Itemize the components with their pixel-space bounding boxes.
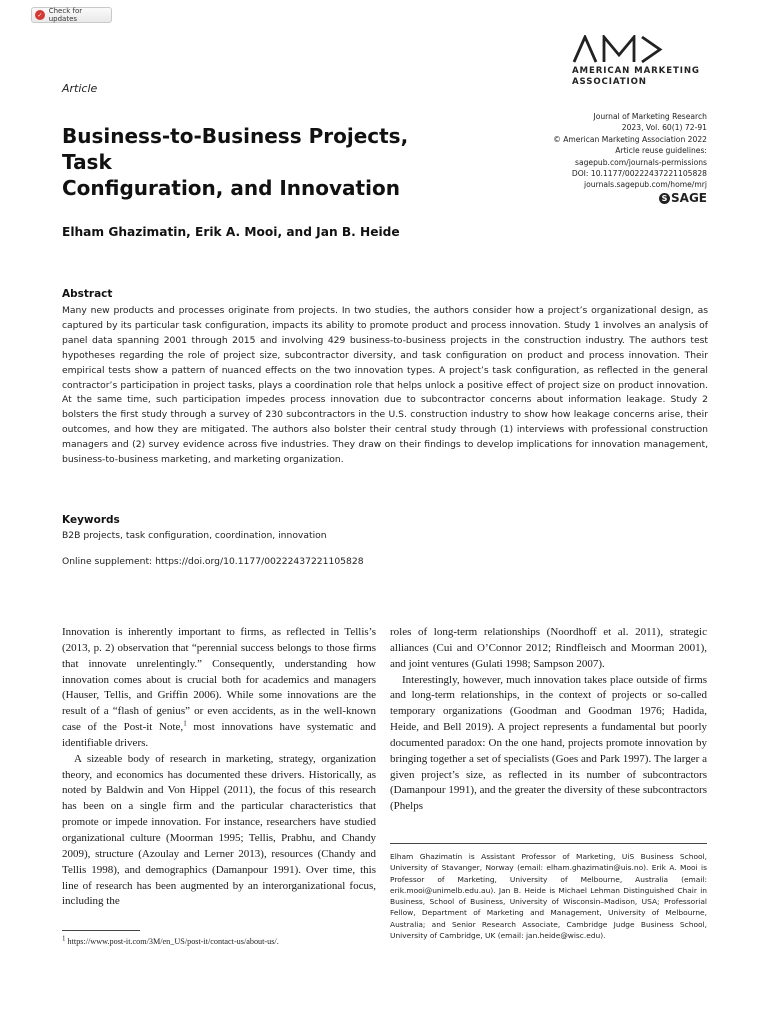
body-paragraph: roles of long-term relationships (Noordhoff et al. 2011), strategic alliances (Cui and O’Connor 2012; Rindfleisch and Moorman 2001), and joint ventures (Gulati 1998; Sampson 2007).	[390, 626, 707, 670]
body-paragraph: A sizeable body of research in marketing, strategy, organization theory, and economics has documented these drivers. Historically, as noted by Baldwin and Von Hippel (2011), the focus of this research has been on a single firm and the particular characteristics that promote or impede innovation. For instance, researchers have studied organizational culture (Moorman 1995; Tellis, Prabhu, and Chandy 2009), structure (Azoulay and Lerner 2013), resources (Chandy and Tellis 1998), and demographics (Damanpour 1991). Over time, this line of research has been augmented by an interorganizational focus, including the	[62, 752, 376, 908]
footnote-url[interactable]: https://www.post-it.com/3M/en_US/post-it/contact-us/about-us/.	[65, 937, 279, 946]
abstract-heading: Abstract	[62, 288, 113, 300]
check-for-updates-button[interactable]	[31, 7, 112, 23]
journal-meta	[553, 111, 707, 204]
title-line-1: Business-to-Business Projects, Task	[62, 124, 409, 174]
page-title	[62, 123, 462, 201]
footnote-marker[interactable]: 1	[183, 719, 187, 728]
footnote	[62, 934, 279, 946]
authors: Elham Ghazimatin, Erik A. Mooi, and Jan B. Heide	[62, 225, 400, 239]
sage-label: SAGE	[671, 190, 707, 205]
permissions-link[interactable]: sagepub.com/journals-permissions	[574, 157, 707, 167]
ama-name-line1: AMERICAN MARKETING	[572, 66, 700, 76]
journal-name: Journal of Marketing Research	[593, 112, 707, 121]
keywords-heading: Keywords	[62, 514, 120, 526]
journal-url[interactable]: journals.sagepub.com/home/mrj	[584, 180, 707, 190]
keywords-text: B2B projects, task configuration, coordination, innovation	[62, 530, 327, 541]
affiliation-divider	[390, 843, 707, 844]
sage-logo	[553, 190, 707, 205]
author-affiliations: Elham Ghazimatin is Assistant Professor of Marketing, UiS Business School, University of Stavanger, Norway (email: elham.ghazimatin@uis.no). Erik A. Mooi is Professor of Marketing, University of Melbourne, Australia (email: erik.mooi@unimelb.edu.au). Jan B. Heide is Michael Lehman Distinguished Chair in Business, School of Business, University of Wisconsin–Madison, USA; Professorial Fellow, Department of Marketing and Management, University of Melbourne, Australia; and Senior Research Associate, Cambridge Judge Business School, University of Cambridge, UK (email: jan.heide@wisc.edu).	[390, 852, 707, 941]
reuse-guidelines: Article reuse guidelines:	[615, 146, 707, 156]
ama-name-line2: ASSOCIATION	[572, 77, 647, 87]
sage-s-icon: S	[659, 193, 670, 204]
footnote-number: 1	[62, 934, 66, 943]
abstract-text: Many new products and processes originate from projects. In two studies, the authors consider how a project’s organizational design, as captured by its particular task configuration, impacts its ability to promote product and process innovation. Study 1 involves an analysis of panel data spanning 2001 through 2015 and involving 429 business-to-business projects in the construction industry. The authors test hypotheses regarding the role of project size, subcontractor diversity, and task configuration on product and process innovation. Their empirical tests show a pattern of nuanced effects on the two innovation types. A project’s task configuration, as reflected in the general contractor’s participation in project tasks, plays a coordination role that helps unlock a positive effect of project size on product innovation. At the same time, such participation impedes process innovation due to subcontractor concerns about information leakage. Study 2 bolsters the first study through a survey of 230 subcontractors in the U.S. construction industry to show how leakage concerns arise, their outcomes, and how they are mitigated. The authors also bolster their central study through (1) interviews with professional construction managers and (2) survey evidence across five industries. They draw on their findings to develop implications for innovation management, business-to-business marketing, and marketing organization.	[62, 305, 708, 466]
ama-logo	[572, 35, 712, 88]
article-type-label: Article	[62, 82, 98, 95]
ama-logo-mark	[572, 35, 664, 63]
footnote-divider	[62, 930, 140, 931]
copyright: © American Marketing Association 2022	[553, 134, 707, 144]
body-column-left	[62, 625, 376, 910]
doi[interactable]: DOI: 10.1177/00222437221105828	[571, 169, 707, 179]
title-line-2: Configuration, and Innovation	[62, 176, 400, 200]
body-paragraph: Interestingly, however, much innovation takes place outside of firms and long-term relationships, in the context of projects or so-called temporary organizations (Goodman and Goodman 1976; Hadida, Heide, and Bell 2019). A project represents a fundamental but poorly documented paradox: On the one hand, projects promote innovation by bringing together a set of specialists (Goes and Park 1997). The larger a given project’s size, as reflected in its number of subcontractors (Damanpour 1991), and the greater the diversity of these subcontractors (Phelps	[390, 673, 707, 813]
online-supplement-link[interactable]: Online supplement: https://doi.org/10.1177/00222437221105828	[62, 556, 364, 567]
body-paragraph: Innovation is inherently important to firms, as reflected in Tellis’s (2013, p. 2) observation that “perennial success belongs to those firms that innovate unrelentingly.” Consequently, understanding how innovation comes about is crucial both for academics and managers (Hauser, Tellis, and Griffin 2006). While some innovations are the result of a “flash of genius” or even accidents, as in the well-known case of the Post-it Note,$^1$ most innovations have systematic and identifiable drivers.	[62, 626, 376, 749]
update-icon: ✓	[35, 10, 45, 20]
body-column-right	[390, 625, 707, 815]
journal-volume: 2023, Vol. 60(1) 72-91	[621, 123, 707, 133]
check-for-updates-label: Check for updates	[48, 7, 83, 23]
